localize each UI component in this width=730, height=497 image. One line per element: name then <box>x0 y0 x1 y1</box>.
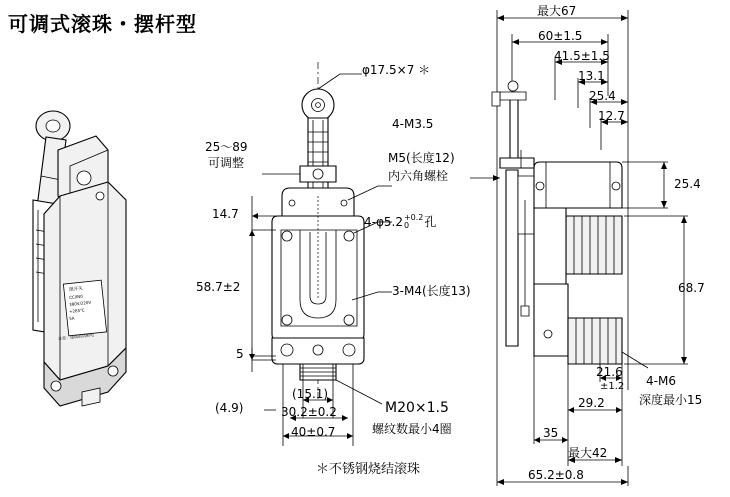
dim-12-7: 12.7 <box>598 109 625 123</box>
hole-base-text: 4-φ5.2 <box>364 214 403 229</box>
dim-5: 5 <box>236 347 244 361</box>
dim-14-7: 14.7 <box>212 207 239 221</box>
dim-35: 35 <box>543 426 559 440</box>
dim-4-9: (4.9) <box>215 401 244 415</box>
dim-21-6-tolerance: ±1.2 <box>600 381 625 392</box>
nameplate-line-5: 5A <box>68 315 75 321</box>
bolt-m5-sub-label: 内六角螺栓 <box>388 169 449 183</box>
hole-suffix-text: 孔 <box>424 214 437 229</box>
bolt-m5-label: M5(长度12) <box>388 151 455 165</box>
nameplate-line-3: 380V/220V <box>68 299 92 307</box>
adjust-range-label: 25～89 <box>205 140 248 154</box>
nameplate-line-1: 限开关 <box>69 286 83 293</box>
dim-13-1: 13.1 <box>578 69 605 83</box>
nameplate-line-2: CC/IN0 <box>68 293 83 300</box>
roller-diameter-label: φ17.5×7 ＊ <box>362 63 431 77</box>
dim-15-1: (15.1) <box>292 387 329 401</box>
adjust-range-sub-label: 可调整 <box>208 156 245 170</box>
dim-60: 60±1.5 <box>538 29 583 43</box>
thread-4-m3-5: 4-M3.5 <box>392 117 434 131</box>
dim-max-67: 最大67 <box>537 4 577 18</box>
dim-58-7: 58.7±2 <box>196 280 241 294</box>
conduit-thread: M20×1.5 <box>385 400 449 416</box>
page-title: 可调式滚珠・摆杆型 <box>8 12 197 36</box>
thread-3-m4: 3-M4(长度13) <box>392 284 471 298</box>
thread-4-m6: 4-M6 <box>646 374 676 388</box>
dim-68-7: 68.7 <box>678 281 705 295</box>
hole-tol-upper: +0.2 <box>403 213 424 222</box>
dim-29-2: 29.2 <box>578 396 605 410</box>
conduit-thread-turns: 螺纹数最小4圈 <box>372 422 452 436</box>
thread-4-m6-depth: 深度最小15 <box>639 393 703 407</box>
dim-65-2: 65.2±0.8 <box>528 468 584 482</box>
dim-41-5: 41.5±1.5 <box>554 49 610 63</box>
left-pictorial-figure <box>33 111 126 406</box>
warning-text: 注意：接线前请断电 <box>57 332 95 341</box>
dim-25-4-top: 25.4 <box>589 89 616 103</box>
dim-max-42: 最大42 <box>568 446 608 460</box>
dim-40: 40±0.7 <box>291 425 336 439</box>
hole-tol-lower: 0 <box>403 221 410 231</box>
footnote: ＊不锈钢烧结滚珠 <box>316 462 421 477</box>
dim-25-4-right: 25.4 <box>674 177 701 191</box>
dim-30-2: 30.2±0.2 <box>281 405 337 419</box>
dim-21-6: 21.6 <box>596 365 623 379</box>
hole-4-phi-5-2 <box>364 214 436 231</box>
nameplate-line-4: +265℃ <box>68 307 85 314</box>
